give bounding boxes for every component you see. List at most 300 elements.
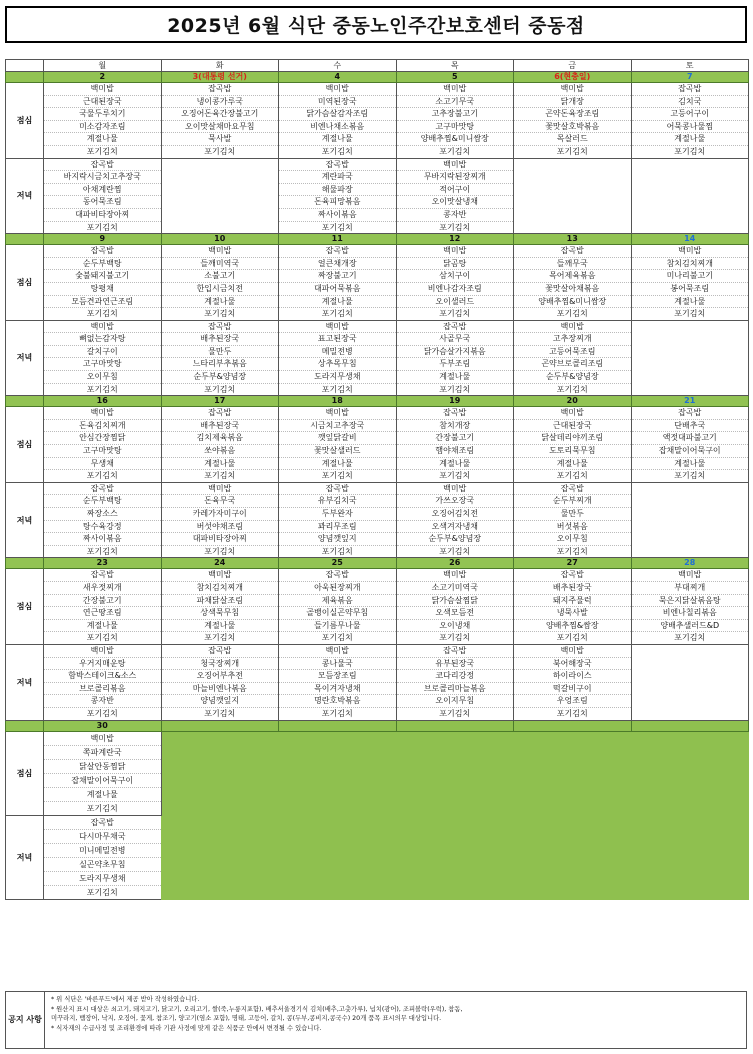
menu-item: 포기김치 bbox=[86, 471, 118, 481]
menu-item: 포기김치 bbox=[439, 633, 471, 643]
menu-cell bbox=[396, 320, 514, 396]
menu-item: 포기김치 bbox=[556, 546, 588, 556]
menu-item: 잡곡밥 bbox=[44, 483, 161, 496]
menu-item: 포기김치 bbox=[86, 384, 118, 394]
meal-label: 점심 bbox=[6, 569, 44, 645]
menu-item: 미니메밀전병 bbox=[44, 844, 161, 858]
date-cell: 27 bbox=[514, 558, 632, 569]
menu-item: 명란호박볶음 bbox=[279, 695, 396, 708]
menu-item: 잡곡밥 bbox=[162, 83, 279, 96]
menu-item: 잡곡밥 bbox=[514, 569, 631, 582]
menu-item: 잡채말이어묵구이 bbox=[632, 445, 749, 458]
menu-item: 시금치고추장국 bbox=[279, 420, 396, 433]
day-header: 금 bbox=[514, 60, 632, 72]
menu-item: 계절나물 bbox=[514, 458, 631, 471]
date-cell: 26 bbox=[396, 558, 514, 569]
menu-item: 탕평채 bbox=[44, 283, 161, 296]
menu-item: 백미밥 bbox=[162, 569, 279, 582]
menu-item: 버섯볶음 bbox=[514, 521, 631, 534]
menu-item: 메밀전병 bbox=[279, 346, 396, 359]
menu-item: 표고된장국 bbox=[279, 333, 396, 346]
lunch-row bbox=[6, 569, 749, 645]
menu-cell bbox=[396, 569, 514, 645]
menu-cell bbox=[279, 83, 397, 159]
menu-item: 포기김치 bbox=[204, 546, 236, 556]
date-cell: 12 bbox=[396, 234, 514, 245]
menu-cell bbox=[44, 245, 162, 321]
empty-menu-cell bbox=[631, 320, 749, 396]
menu-item: 포기김치 bbox=[321, 222, 353, 232]
menu-item: 고추장찌개 bbox=[514, 333, 631, 346]
menu-item: 짜장소스 bbox=[44, 508, 161, 521]
menu-item: 유부된장국 bbox=[397, 658, 514, 671]
menu-item: 백미밥 bbox=[397, 245, 514, 258]
menu-item: 순두부찌개 bbox=[514, 495, 631, 508]
menu-item: 소고기무국 bbox=[397, 96, 514, 109]
menu-item: 잡곡밥 bbox=[44, 816, 161, 830]
empty-menu-cell bbox=[514, 158, 632, 234]
date-cell: 14 bbox=[631, 234, 749, 245]
empty-date-cell bbox=[631, 720, 749, 731]
menu-item: 소고기미역국 bbox=[397, 582, 514, 595]
menu-item: 대파비타장아찌 bbox=[44, 209, 161, 222]
menu-item: 느타리부추볶음 bbox=[162, 358, 279, 371]
menu-item: 고등어구이 bbox=[632, 108, 749, 121]
menu-item: 돈육무국 bbox=[162, 495, 279, 508]
menu-item: 카레가자미구이 bbox=[162, 508, 279, 521]
menu-item: 포기김치 bbox=[321, 309, 353, 319]
date-cell: 19 bbox=[396, 396, 514, 407]
date-corner bbox=[6, 396, 44, 407]
menu-item: 포기김치 bbox=[321, 546, 353, 556]
menu-item: 오징어김치전 bbox=[397, 508, 514, 521]
menu-item: 백미밥 bbox=[397, 483, 514, 496]
menu-item: 상추목무침 bbox=[279, 358, 396, 371]
menu-cell bbox=[161, 569, 279, 645]
menu-item: 잡곡밥 bbox=[514, 483, 631, 496]
menu-item: 포기김치 bbox=[86, 708, 118, 718]
menu-item: 들기름무나물 bbox=[279, 620, 396, 633]
menu-item: 모듬장조림 bbox=[279, 670, 396, 683]
empty-date-cell bbox=[396, 720, 514, 731]
menu-item: 콩자반 bbox=[397, 209, 514, 222]
menu-cell bbox=[514, 245, 632, 321]
menu-item: 닭가슴살가지볶음 bbox=[397, 346, 514, 359]
menu-item: 포기김치 bbox=[204, 708, 236, 718]
date-corner bbox=[6, 72, 44, 83]
menu-item: 백미밥 bbox=[44, 407, 161, 420]
menu-cell bbox=[161, 482, 279, 558]
menu-item: 김치제육볶음 bbox=[162, 432, 279, 445]
menu-item: 햄야채조림 bbox=[397, 445, 514, 458]
menu-item: 포기김치 bbox=[86, 146, 118, 156]
meal-label: 저녁 bbox=[6, 644, 44, 720]
menu-item: 새우젓찌개 bbox=[44, 582, 161, 595]
menu-item: 오색모듬전 bbox=[397, 607, 514, 620]
menu-item: 묵은지닭살볶음탕 bbox=[632, 595, 749, 608]
menu-item: 계절나물 bbox=[279, 133, 396, 146]
menu-item: 간장불고기 bbox=[44, 595, 161, 608]
menu-item: 곤약돈육장조림 bbox=[514, 108, 631, 121]
meal-label: 점심 bbox=[6, 83, 44, 159]
menu-item: 꽈리무조림 bbox=[279, 521, 396, 534]
menu-item: 소불고기 bbox=[162, 270, 279, 283]
menu-item: 계절나물 bbox=[162, 458, 279, 471]
menu-item: 꽃맛살호박볶음 bbox=[514, 121, 631, 134]
menu-item: 포기김치 bbox=[204, 384, 236, 394]
menu-item: 백미밥 bbox=[397, 83, 514, 96]
unused-area bbox=[161, 731, 749, 899]
menu-item: 포기김치 bbox=[321, 384, 353, 394]
menu-item: 동어묵조림 bbox=[44, 196, 161, 209]
menu-item: 계절나물 bbox=[279, 296, 396, 309]
menu-item: 닭살안동찜닭 bbox=[44, 760, 161, 774]
menu-item: 꽃맛살아채볶음 bbox=[514, 283, 631, 296]
menu-item: 포기김치 bbox=[556, 633, 588, 643]
menu-item: 함박스테이크&소스 bbox=[44, 670, 161, 683]
day-header: 화 bbox=[161, 60, 279, 72]
menu-item: 백미밥 bbox=[44, 321, 161, 334]
menu-cell bbox=[44, 320, 162, 396]
menu-item: 마늘비엔나볶음 bbox=[162, 683, 279, 696]
menu-item: 고구마맛탕 bbox=[44, 358, 161, 371]
menu-item: 포기김치 bbox=[321, 633, 353, 643]
menu-item: 계절나물 bbox=[397, 458, 514, 471]
menu-item: 포기김치 bbox=[439, 309, 471, 319]
menu-cell bbox=[396, 83, 514, 159]
empty-menu-cell bbox=[631, 158, 749, 234]
menu-item: 국물두루치기 bbox=[44, 108, 161, 121]
menu-item: 미나리불고기 bbox=[632, 270, 749, 283]
menu-item: 백미밥 bbox=[44, 645, 161, 658]
notice-line: * 원산지 표시 대상은 쇠고기, 돼지고기, 닭고기, 오리고기, 쌀(죽,누룽지포함), 배추서울경기식 김치(배추,고춧가루), 넙치(광어), 조피볼락(우럭), 참돔, bbox=[51, 1005, 463, 1013]
date-cell: 4 bbox=[279, 72, 397, 83]
menu-item: 쪽파계란국 bbox=[44, 746, 161, 760]
menu-item: 바지락시금치고추장국 bbox=[44, 171, 161, 184]
menu-cell bbox=[279, 644, 397, 720]
menu-cell bbox=[514, 644, 632, 720]
empty-menu-cell bbox=[631, 482, 749, 558]
menu-item: 순두부&양념장 bbox=[162, 371, 279, 384]
menu-item: 순두부백탕 bbox=[44, 495, 161, 508]
menu-item: 양념깻잎지 bbox=[162, 695, 279, 708]
date-cell: 16 bbox=[44, 396, 162, 407]
day-header: 토 bbox=[631, 60, 749, 72]
menu-item: 포기김치 bbox=[204, 146, 236, 156]
menu-item: 유부김치국 bbox=[279, 495, 396, 508]
menu-item: 포기김치 bbox=[86, 546, 118, 556]
menu-item: 고추장불고기 bbox=[397, 108, 514, 121]
menu-item: 어묵콩나물찜 bbox=[632, 121, 749, 134]
menu-item: 참치김치찌개 bbox=[162, 582, 279, 595]
menu-cell bbox=[44, 158, 162, 234]
menu-item: 백미밥 bbox=[632, 569, 749, 582]
menu-item: 도토리묵무침 bbox=[514, 445, 631, 458]
menu-cell bbox=[44, 482, 162, 558]
menu-cell bbox=[279, 245, 397, 321]
menu-item: 잡곡밥 bbox=[397, 321, 514, 334]
date-cell: 11 bbox=[279, 234, 397, 245]
date-cell: 10 bbox=[161, 234, 279, 245]
menu-cell bbox=[161, 83, 279, 159]
menu-item: 아욱된장찌개 bbox=[279, 582, 396, 595]
menu-item: 포기김치 bbox=[86, 222, 118, 232]
menu-item: 목살러드 bbox=[514, 133, 631, 146]
menu-item: 포기김치 bbox=[439, 546, 471, 556]
menu-cell bbox=[396, 407, 514, 483]
menu-item: 포기김치 bbox=[674, 309, 706, 319]
menu-item: 상색묵무침 bbox=[162, 607, 279, 620]
menu-item: 미역된장국 bbox=[279, 96, 396, 109]
menu-item: 도라지무생채 bbox=[279, 371, 396, 384]
menu-item: 브로콜리볶음 bbox=[44, 683, 161, 696]
menu-item: 무바지락된장찌개 bbox=[397, 171, 514, 184]
menu-item: 짜장불고기 bbox=[279, 270, 396, 283]
menu-item: 오이지무침 bbox=[397, 695, 514, 708]
menu-item: 계절나물 bbox=[279, 458, 396, 471]
lunch-row bbox=[6, 245, 749, 321]
menu-item: 적어구이 bbox=[397, 184, 514, 197]
menu-item: 청국장찌개 bbox=[162, 658, 279, 671]
menu-item: 깻잎닭갈비 bbox=[279, 432, 396, 445]
menu-cell bbox=[514, 482, 632, 558]
menu-item: 순두부백탕 bbox=[44, 258, 161, 271]
menu-item: 잡채말이어묵구이 bbox=[44, 774, 161, 788]
menu-item: 오이맛살냉채 bbox=[397, 196, 514, 209]
menu-item: 들깨미역국 bbox=[162, 258, 279, 271]
menu-item: 백미밥 bbox=[44, 732, 161, 746]
notice-box bbox=[5, 991, 747, 1049]
date-cell: 20 bbox=[514, 396, 632, 407]
menu-cell bbox=[279, 569, 397, 645]
menu-cell bbox=[514, 320, 632, 396]
menu-cell bbox=[396, 482, 514, 558]
menu-item: 백미밥 bbox=[514, 83, 631, 96]
empty-menu-cell bbox=[161, 158, 279, 234]
date-cell: 24 bbox=[161, 558, 279, 569]
menu-item: 계절나물 bbox=[162, 620, 279, 633]
menu-item: 숯불돼지불고기 bbox=[44, 270, 161, 283]
header-corner bbox=[6, 60, 44, 72]
menu-cell bbox=[44, 569, 162, 645]
notice-line: * 위 식단은 '바른푸드'에서 제공 받아 작성하였습니다. bbox=[51, 996, 200, 1003]
menu-item: 닭가슴살찜닭 bbox=[397, 595, 514, 608]
menu-item: 백미밥 bbox=[162, 245, 279, 258]
menu-item: 돼지주물럭 bbox=[514, 595, 631, 608]
date-row bbox=[6, 72, 749, 83]
menu-item: 꽃맛살샐러드 bbox=[279, 445, 396, 458]
date-cell: 5 bbox=[396, 72, 514, 83]
menu-item: 오색겨자냉채 bbox=[397, 521, 514, 534]
menu-item: 계절나물 bbox=[397, 371, 514, 384]
menu-item: 액젓대파불고기 bbox=[632, 432, 749, 445]
menu-item: 포기김치 bbox=[86, 309, 118, 319]
menu-item: 백미밥 bbox=[632, 245, 749, 258]
menu-item: 잡곡밥 bbox=[514, 245, 631, 258]
date-corner bbox=[6, 234, 44, 245]
menu-cell bbox=[279, 320, 397, 396]
date-cell: 21 bbox=[631, 396, 749, 407]
menu-item: 순두부&양념장 bbox=[397, 533, 514, 546]
menu-item: 단배추국 bbox=[632, 420, 749, 433]
menu-item: 우엉조림 bbox=[514, 695, 631, 708]
meal-label: 점심 bbox=[6, 407, 44, 483]
menu-cell bbox=[514, 407, 632, 483]
menu-item: 포기김치 bbox=[439, 471, 471, 481]
date-row bbox=[6, 720, 749, 731]
menu-item: 해물파장 bbox=[279, 184, 396, 197]
menu-item: 묵사발 bbox=[162, 133, 279, 146]
menu-item: 근대된장국 bbox=[44, 96, 161, 109]
menu-item: 두부완자 bbox=[279, 508, 396, 521]
menu-item: 참치김치찌개 bbox=[632, 258, 749, 271]
notice-text bbox=[45, 992, 746, 1048]
menu-item: 양배추찜&미니쌈장 bbox=[514, 296, 631, 309]
notice-line: * 식자재의 수급사정 및 조리환경에 따라 기관 사정에 맞게 같은 식품군 안에서 변경될 수 있습니다. bbox=[51, 1024, 322, 1032]
menu-item: 백미밥 bbox=[162, 483, 279, 496]
day-header: 수 bbox=[279, 60, 397, 72]
menu-item: 콩자반 bbox=[44, 695, 161, 708]
meal-label: 점심 bbox=[6, 731, 44, 815]
menu-item: 잡곡밥 bbox=[162, 407, 279, 420]
menu-item: 계절나물 bbox=[44, 788, 161, 802]
menu-item: 포기김치 bbox=[556, 309, 588, 319]
menu-item: 탕수육강정 bbox=[44, 521, 161, 534]
menu-cell bbox=[631, 83, 749, 159]
date-cell: 6(현충일) bbox=[514, 72, 632, 83]
menu-cell bbox=[44, 83, 162, 159]
empty-date-cell bbox=[279, 720, 397, 731]
menu-item: 포기김치 bbox=[439, 146, 471, 156]
menu-item: 짜사이볶음 bbox=[279, 209, 396, 222]
menu-cell bbox=[161, 644, 279, 720]
menu-item: 두부조림 bbox=[397, 358, 514, 371]
menu-item: 비엔나칠리볶음 bbox=[632, 607, 749, 620]
menu-item: 한입시금치전 bbox=[162, 283, 279, 296]
menu-item: 배추된장국 bbox=[162, 420, 279, 433]
menu-item: 오이무침 bbox=[44, 371, 161, 384]
menu-cell bbox=[631, 407, 749, 483]
menu-item: 돈육피망볶음 bbox=[279, 196, 396, 209]
notice-line: 미꾸라지, 뱀장어, 낙지, 오징어, 꽃게, 참조기, 양고기(염소 포함), 명태, 고등어, 갈치, 콩(두부,콩비지,콩국수) 20개 품목 표시의무 대상입니다. bbox=[51, 1015, 442, 1022]
date-cell: 23 bbox=[44, 558, 162, 569]
menu-item: 백미밥 bbox=[279, 407, 396, 420]
menu-item: 닭가슴살감자조림 bbox=[279, 108, 396, 121]
menu-item: 잡곡밥 bbox=[397, 407, 514, 420]
menu-item: 포기김치 bbox=[439, 708, 471, 718]
menu-item: 코다리강정 bbox=[397, 670, 514, 683]
menu-item: 양배추샐러드&D bbox=[632, 620, 749, 633]
lunch-row bbox=[6, 731, 749, 815]
date-cell: 13 bbox=[514, 234, 632, 245]
menu-cell bbox=[44, 731, 162, 815]
notice-label: 공지 사항 bbox=[6, 992, 45, 1048]
menu-item: 백미밥 bbox=[279, 321, 396, 334]
date-cell: 18 bbox=[279, 396, 397, 407]
day-header-row bbox=[6, 60, 749, 72]
menu-item: 포기김치 bbox=[86, 803, 118, 813]
menu-item: 잡곡밥 bbox=[44, 159, 161, 172]
menu-item: 계절나물 bbox=[632, 133, 749, 146]
menu-item: 배추된장국 bbox=[514, 582, 631, 595]
menu-item: 잡곡밥 bbox=[632, 407, 749, 420]
menu-cell bbox=[396, 644, 514, 720]
menu-cell bbox=[161, 245, 279, 321]
menu-item: 참치개장 bbox=[397, 420, 514, 433]
menu-item: 오이샐러드 bbox=[397, 296, 514, 309]
menu-item: 무생채 bbox=[44, 458, 161, 471]
menu-item: 계절나물 bbox=[632, 296, 749, 309]
menu-item: 백미밥 bbox=[514, 407, 631, 420]
menu-item: 쏘야볶음 bbox=[162, 445, 279, 458]
menu-item: 잡곡밥 bbox=[44, 569, 161, 582]
menu-item: 물만두 bbox=[514, 508, 631, 521]
menu-item: 얼큰채개장 bbox=[279, 258, 396, 271]
menu-item: 들깨무국 bbox=[514, 258, 631, 271]
date-cell: 25 bbox=[279, 558, 397, 569]
day-header: 목 bbox=[396, 60, 514, 72]
menu-item: 비엔나채소볶음 bbox=[279, 121, 396, 134]
menu-cell bbox=[161, 407, 279, 483]
menu-item: 도라지무생채 bbox=[44, 872, 161, 886]
date-row bbox=[6, 234, 749, 245]
menu-item: 계절나물 bbox=[44, 133, 161, 146]
menu-item: 잡곡밥 bbox=[397, 645, 514, 658]
menu-item: 부대찌개 bbox=[632, 582, 749, 595]
dinner-row bbox=[6, 644, 749, 720]
menu-item: 포기김치 bbox=[556, 708, 588, 718]
menu-item: 배추된장국 bbox=[162, 333, 279, 346]
menu-cell bbox=[44, 815, 162, 899]
menu-item: 포기김치 bbox=[674, 633, 706, 643]
menu-item: 버섯야채조림 bbox=[162, 521, 279, 534]
menu-item: 오징어부추전 bbox=[162, 670, 279, 683]
date-cell: 7 bbox=[631, 72, 749, 83]
menu-item: 연근땅조림 bbox=[44, 607, 161, 620]
menu-item: 계절나물 bbox=[162, 296, 279, 309]
menu-item: 콩나물국 bbox=[279, 658, 396, 671]
menu-item: 미소감자조림 bbox=[44, 121, 161, 134]
meal-label: 저녁 bbox=[6, 320, 44, 396]
menu-cell bbox=[279, 158, 397, 234]
menu-item: 파채닭살조림 bbox=[162, 595, 279, 608]
menu-item: 짜사이볶음 bbox=[44, 533, 161, 546]
menu-item: 포기김치 bbox=[556, 146, 588, 156]
menu-cell bbox=[631, 245, 749, 321]
menu-item: 모듬견과연근조림 bbox=[44, 296, 161, 309]
menu-item: 포기김치 bbox=[674, 146, 706, 156]
date-cell: 30 bbox=[44, 720, 162, 731]
date-row bbox=[6, 558, 749, 569]
menu-item: 간장불고기 bbox=[397, 432, 514, 445]
menu-item: 백미밥 bbox=[514, 321, 631, 334]
menu-item: 물만두 bbox=[162, 346, 279, 359]
lunch-row bbox=[6, 83, 749, 159]
menu-item: 잡곡밥 bbox=[44, 245, 161, 258]
menu-cell bbox=[279, 482, 397, 558]
menu-item: 잡곡밥 bbox=[279, 483, 396, 496]
menu-item: 포기김치 bbox=[439, 384, 471, 394]
menu-item: 돈육김치찌개 bbox=[44, 420, 161, 433]
menu-item: 잡곡밥 bbox=[632, 83, 749, 96]
menu-item: 닭살데리야끼조림 bbox=[514, 432, 631, 445]
dinner-row bbox=[6, 158, 749, 234]
menu-item: 대파비타장아찌 bbox=[162, 533, 279, 546]
menu-item: 포기김치 bbox=[556, 384, 588, 394]
meal-label: 저녁 bbox=[6, 482, 44, 558]
menu-item: 안심간장찜닭 bbox=[44, 432, 161, 445]
dinner-row bbox=[6, 482, 749, 558]
